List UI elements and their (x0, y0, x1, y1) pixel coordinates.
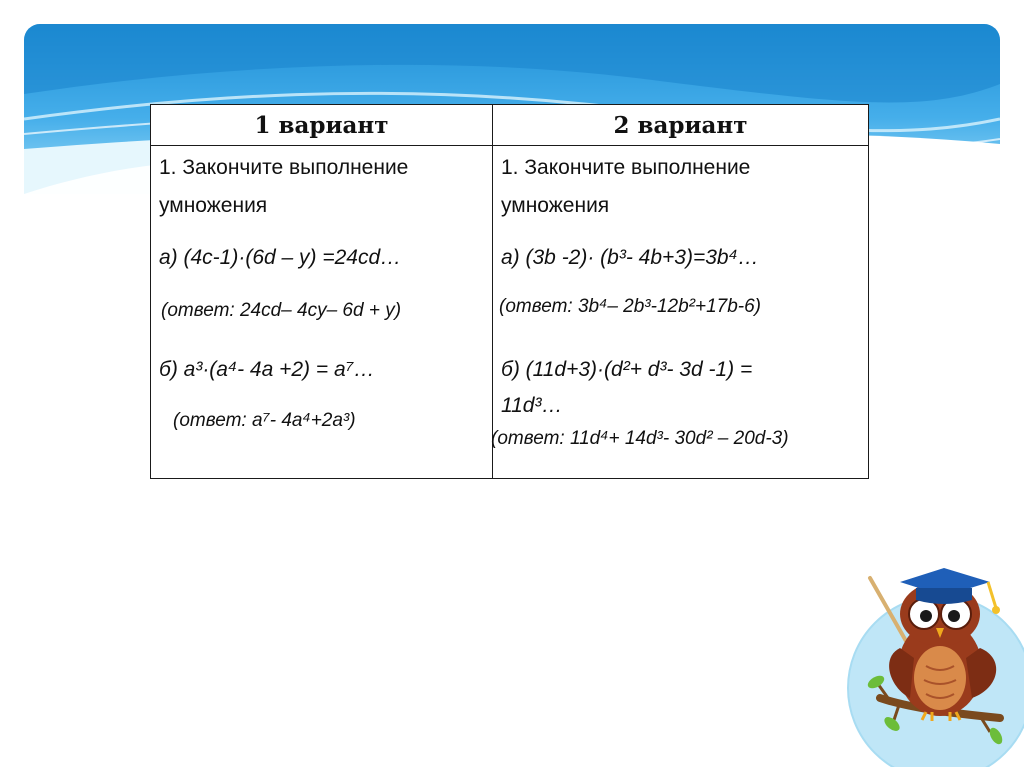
header-variant-1: 1 вариант (151, 105, 493, 146)
variant-2-task-line2: умножения (501, 194, 610, 217)
variant-2-cell (493, 146, 869, 479)
header-variant-2: 2 вариант (493, 105, 869, 146)
variant-1-task-line1: 1. Закончите выполнение (159, 156, 409, 179)
table-content-row (151, 146, 869, 479)
variant-2-item-b-line2: 11d³… (501, 394, 563, 417)
variant-2-answer-a: (ответ: 3b⁴– 2b³-12b²+17b-6) (499, 296, 762, 317)
variant-1-item-a: а) (4с-1)·(6d – у) =24сd… (159, 246, 402, 269)
owl-teacher-icon (840, 548, 1024, 767)
variant-1-task-line2: умножения (159, 194, 268, 217)
variant-1-answer-b: (ответ: а⁷- 4а⁴+2а³) (173, 410, 356, 431)
variant-1-cell (151, 146, 493, 479)
table-header-row (151, 105, 869, 146)
variant-2-item-a: а) (3b -2)· (b³- 4b+3)=3b⁴… (501, 246, 759, 269)
variant-1-item-b: б) а³·(а⁴- 4а +2) = а⁷… (159, 358, 375, 381)
variant-2-answer-b: (ответ: 11d⁴+ 14d³- 30d² – 20d-3) (491, 428, 789, 449)
variant-2-task-line1: 1. Закончите выполнение (501, 156, 751, 179)
variant-2-item-b-line1: б) (11d+3)·(d²+ d³- 3d -1) = (501, 358, 753, 381)
variants-table (150, 104, 869, 479)
variant-1-answer-a: (ответ: 24сd– 4сy– 6d + y) (161, 300, 402, 321)
